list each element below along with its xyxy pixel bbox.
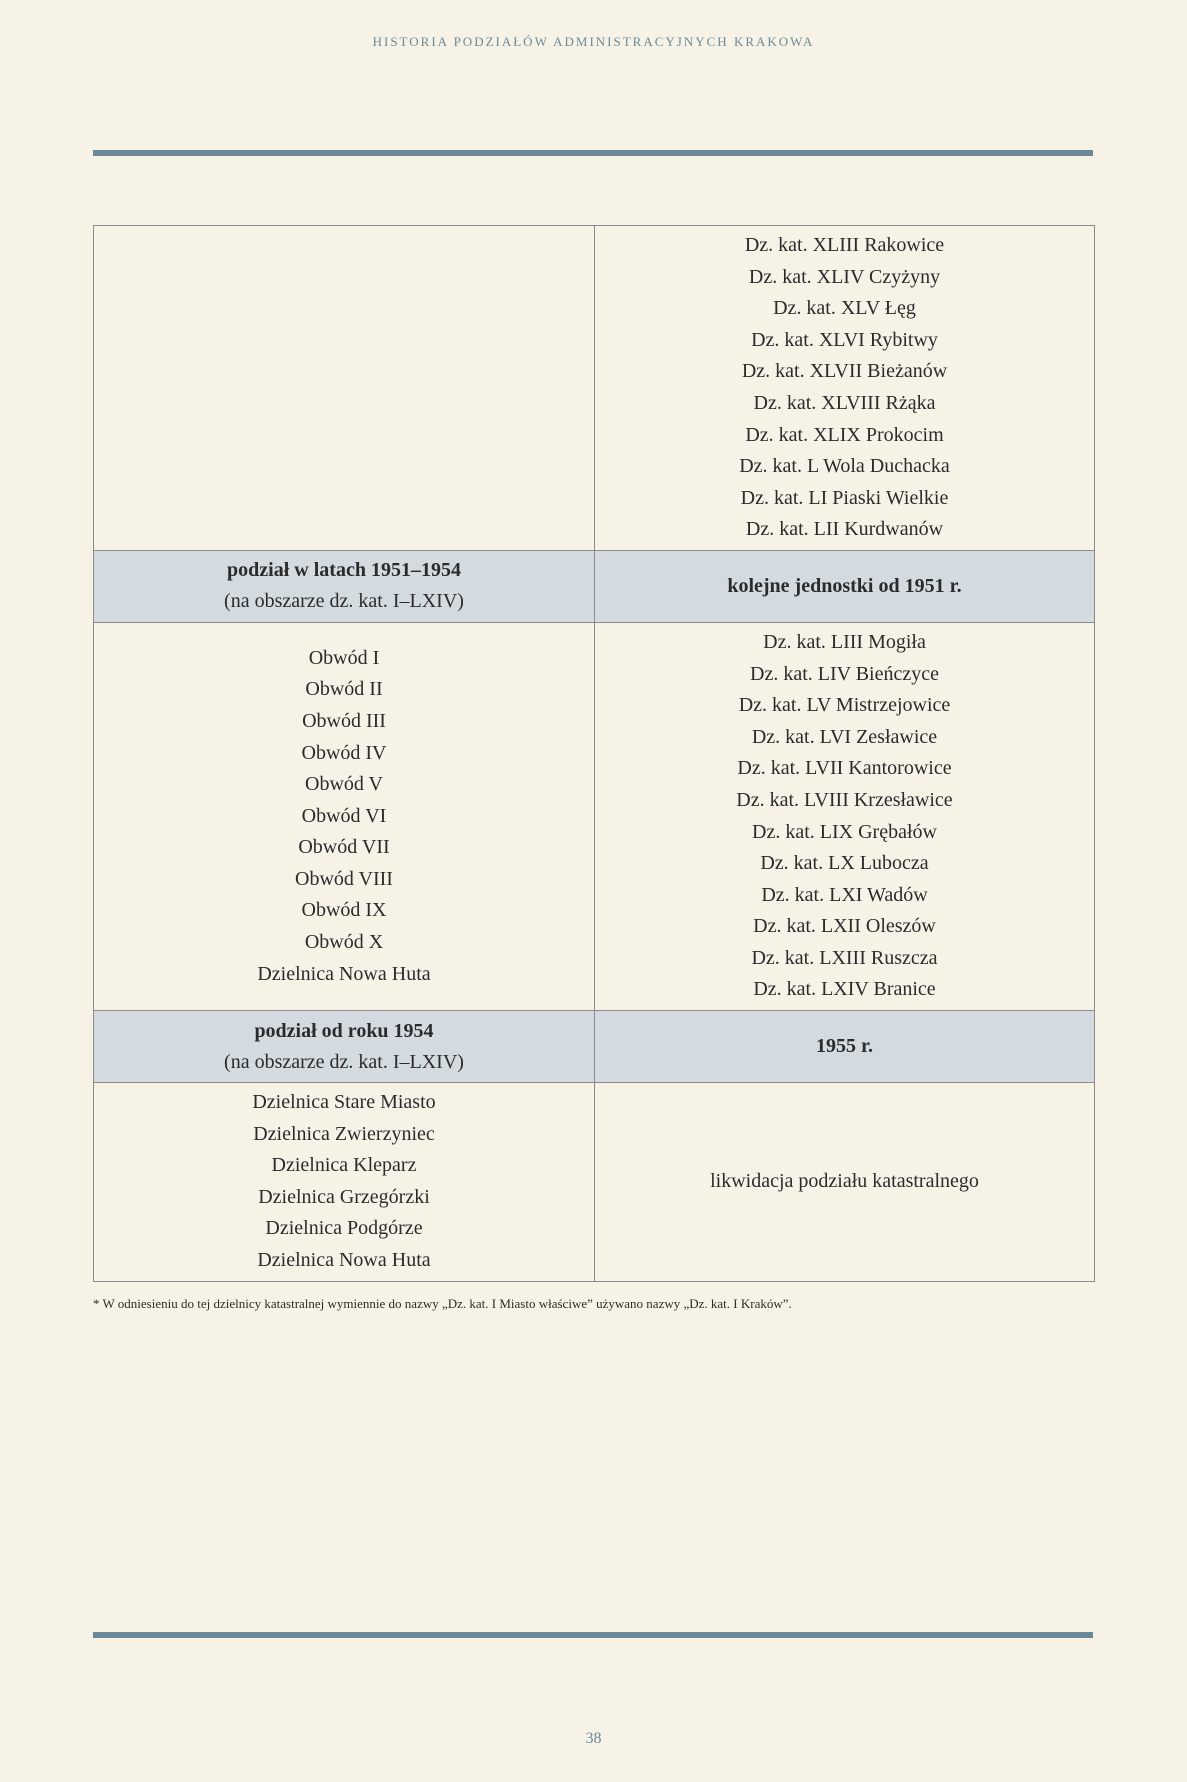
list-item: Dz. kat. LIII Mogiła xyxy=(763,630,926,653)
list-item: Dz. kat. LIX Grębałów xyxy=(752,820,937,843)
list-item: Obwód IX xyxy=(301,899,387,922)
list-item: Dz. kat. XLIII Rakowice xyxy=(744,234,945,256)
section1-right-cell xyxy=(595,226,1095,551)
list-item: Obwód IV xyxy=(301,741,387,764)
list-item: Dzielnica Grzegórzki xyxy=(258,1185,430,1208)
cadastral-list xyxy=(595,623,1094,1010)
cadastral-list xyxy=(595,226,1094,550)
table-row xyxy=(94,622,1095,1010)
table-header-row xyxy=(94,1011,1095,1083)
list-item: Dzielnica Zwierzyniec xyxy=(253,1122,435,1145)
liquidation-note: likwidacja podziału katastralnego xyxy=(710,1170,979,1193)
header-subtitle: (na obszarze dz. kat. I–LXIV) xyxy=(224,1050,464,1073)
list-item: Dz. kat. L Wola Duchacka xyxy=(739,455,950,478)
list-item: Dzielnica Kleparz xyxy=(271,1154,417,1177)
district-list xyxy=(94,1083,594,1281)
list-item: Dz. kat. XLIV Czyżyny xyxy=(748,265,941,288)
list-item: Dz. kat. LV Mistrzejowice xyxy=(738,694,951,717)
section1-left-cell xyxy=(94,226,595,551)
section2-left-cell xyxy=(94,622,595,1010)
header-title: kolejne jednostki od 1951 r. xyxy=(727,574,962,597)
list-item: Dz. kat. LX Lubocza xyxy=(760,852,929,875)
list-item: Dz. kat. LXII Oleszów xyxy=(753,915,936,938)
section3-left-cell xyxy=(94,1083,595,1282)
list-item: Dz. kat. LXIII Ruszcza xyxy=(751,946,938,969)
header-title: podział w latach 1951–1954 xyxy=(227,559,461,582)
footnote: * W odniesieniu do tej dzielnicy katastralnej wymiennie do nazwy „Dz. kat. I Miasto właściwe” używano nazwy „Dz. kat. I Kraków”. xyxy=(93,1296,792,1311)
header-cell xyxy=(94,550,595,622)
administrative-divisions-table xyxy=(93,225,1095,1282)
list-item: Dz. kat. LXIV Branice xyxy=(753,978,936,1001)
table-header-row xyxy=(94,550,1095,622)
header-subtitle: (na obszarze dz. kat. I–LXIV) xyxy=(224,590,464,613)
page-number: 38 xyxy=(585,1730,602,1747)
list-item: Obwód VIII xyxy=(295,867,393,890)
list-item: Obwód VII xyxy=(298,836,390,859)
list-item: Obwód V xyxy=(305,773,383,796)
list-item: Dz. kat. LVI Zesławice xyxy=(751,725,938,748)
list-item: Dz. kat. LVII Kantorowice xyxy=(737,757,952,780)
section2-right-cell xyxy=(595,622,1095,1010)
list-item: Obwód VI xyxy=(301,804,387,827)
list-item: Dzielnica Podgórze xyxy=(265,1217,423,1240)
header-title: 1955 r. xyxy=(815,1035,874,1058)
list-item: Obwód X xyxy=(304,931,384,954)
top-rule xyxy=(93,150,1093,156)
list-item: Dzielnica Stare Miasto xyxy=(252,1091,436,1114)
list-item: Dz. kat. LI Piaski Wielkie xyxy=(740,486,949,509)
list-item: Dz. kat. XLVIII Rżąka xyxy=(753,391,936,414)
list-item: Dz. kat. XLV Łęg xyxy=(773,297,916,320)
list-item: Dzielnica Nowa Huta xyxy=(257,962,431,985)
district-list xyxy=(94,639,594,995)
list-item: Dz. kat. LVIII Krzesławice xyxy=(736,788,953,811)
list-item: Dz. kat. XLVII Bieżanów xyxy=(741,360,948,383)
table-row xyxy=(94,1083,1095,1282)
list-item: Dz. kat. LIV Bieńczyce xyxy=(750,662,939,685)
header-cell xyxy=(94,1011,595,1083)
table-row xyxy=(94,226,1095,551)
list-item: Obwód III xyxy=(302,709,386,732)
header-cell xyxy=(595,550,1095,622)
header-title: podział od roku 1954 xyxy=(254,1019,434,1042)
list-item: Dzielnica Nowa Huta xyxy=(257,1249,431,1272)
running-header: HISTORIA PODZIAŁÓW ADMINISTRACYJNYCH KRAKOWA xyxy=(372,34,815,49)
list-item: Dz. kat. LII Kurdwanów xyxy=(745,518,944,541)
list-item: Dz. kat. XLVI Rybitwy xyxy=(751,328,938,351)
list-item: Obwód II xyxy=(305,678,383,701)
list-item: Dz. kat. XLIX Prokocim xyxy=(745,423,944,446)
header-cell xyxy=(595,1011,1095,1083)
list-item: Obwód I xyxy=(308,646,380,669)
list-item: Dz. kat. LXI Wadów xyxy=(761,883,928,906)
bottom-rule xyxy=(93,1632,1093,1638)
section3-right-cell xyxy=(595,1083,1095,1282)
